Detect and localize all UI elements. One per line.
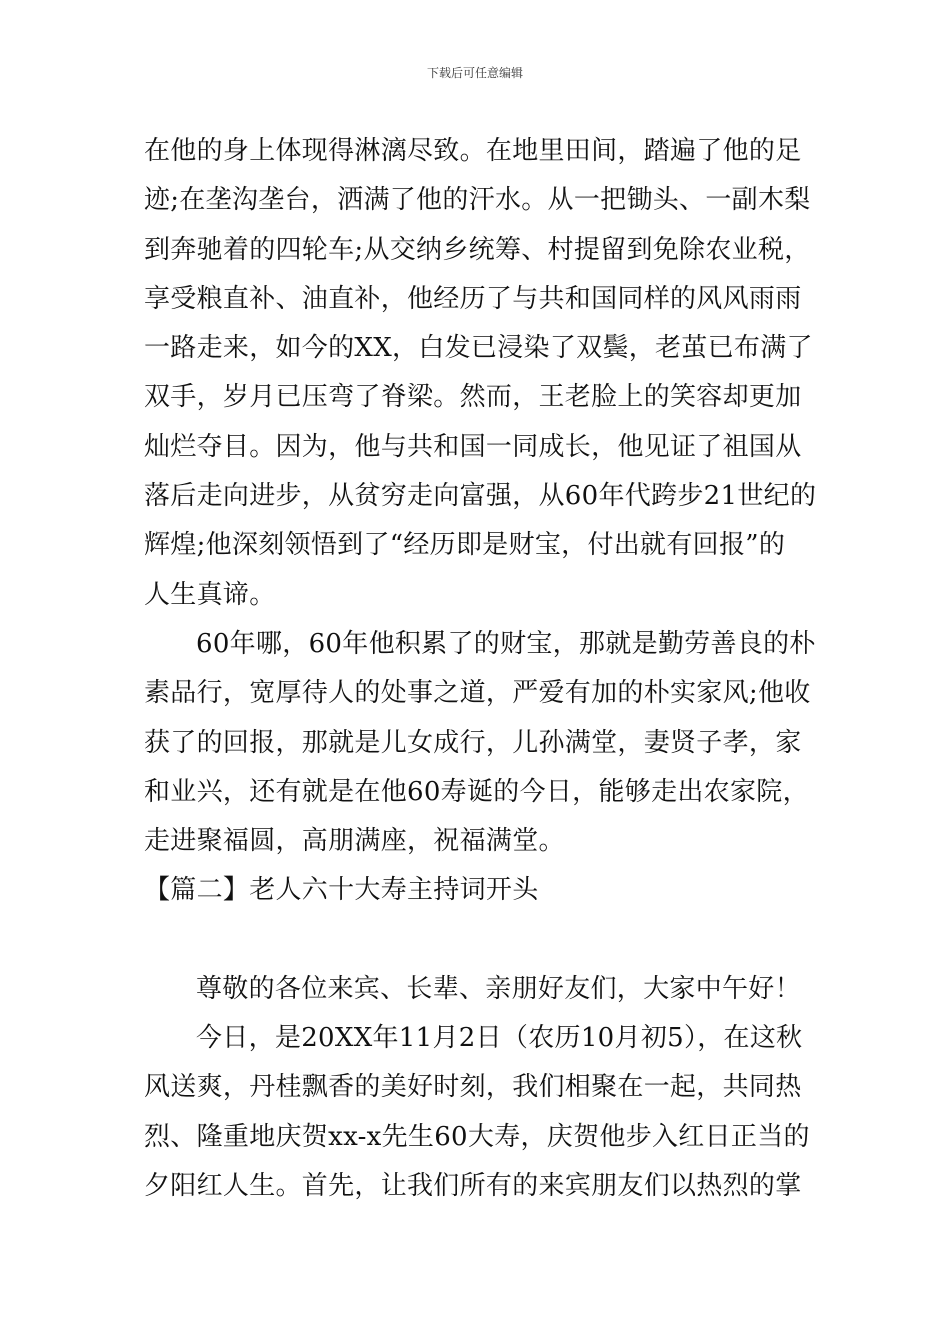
text-line: 灿烂夺目。因为，他与共和国一同成长，他见证了祖国从 [144, 431, 802, 462]
greeting-line: 尊敬的各位来宾、长辈、亲朋好友们，大家中午好！ [196, 973, 801, 1004]
text-line: 烈、隆重地庆贺xx-x先生60大寿，庆贺他步入红日正当的 [144, 1121, 810, 1152]
text-line: 迹;在垄沟垄台，洒满了他的汗水。从一把锄头、一副木梨 [144, 185, 811, 216]
page-header-note: 下载后可任意编辑 [426, 66, 523, 80]
text-line: 人生真谛。 [144, 579, 276, 610]
document-body [144, 127, 817, 1211]
paragraph-start-line: 今日，是20XX年11月2日（农历10月初5），在这秋 [196, 1023, 803, 1054]
text-line: 和业兴，还有就是在他60寿诞的今日，能够走出农家院， [144, 776, 809, 807]
text-line: 风送爽，丹桂飘香的美好时刻，我们相聚在一起，共同热 [144, 1072, 802, 1103]
text-line: 一路走来，如今的XX，白发已浸染了双鬓，老茧已布满了 [144, 333, 813, 364]
text-line: 双手，岁月已压弯了脊梁。然而，王老脸上的笑容却更加 [144, 382, 802, 413]
blank-line [144, 916, 812, 965]
text-line: 落后走向进步，从贫穷走向富强，从60年代跨步21世纪的 [144, 481, 817, 512]
text-line: 走进聚福圆，高朋满座，祝福满堂。 [144, 826, 565, 857]
text-line: 素品行，宽厚待人的处事之道，严爱有加的朴实家风;他收 [144, 678, 811, 709]
paragraph-start-line: 60年哪，60年他积累了的财宝，那就是勤劳善良的朴 [196, 628, 816, 659]
text-line: 获了的回报，那就是儿女成行，儿孙满堂，妻贤子孝，家 [144, 727, 802, 758]
text-line: 在他的身上体现得淋漓尽致。在地里田间，踏遍了他的足 [144, 136, 802, 166]
section-heading: 【篇二】老人六十大寿主持词开头 [144, 875, 539, 906]
text-line: 辉煌;他深刻领悟到了“经历即是财宝，付出就有回报”的 [144, 530, 786, 561]
text-line: 夕阳红人生。首先，让我们所有的来宾朋友们以热烈的掌 [144, 1170, 802, 1201]
text-line: 到奔驰着的四轮车;从交纳乡统筹、村提留到免除农业税， [144, 234, 811, 265]
text-line: 享受粮直补、油直补，他经历了与共和国同样的风风雨雨 [144, 283, 802, 314]
